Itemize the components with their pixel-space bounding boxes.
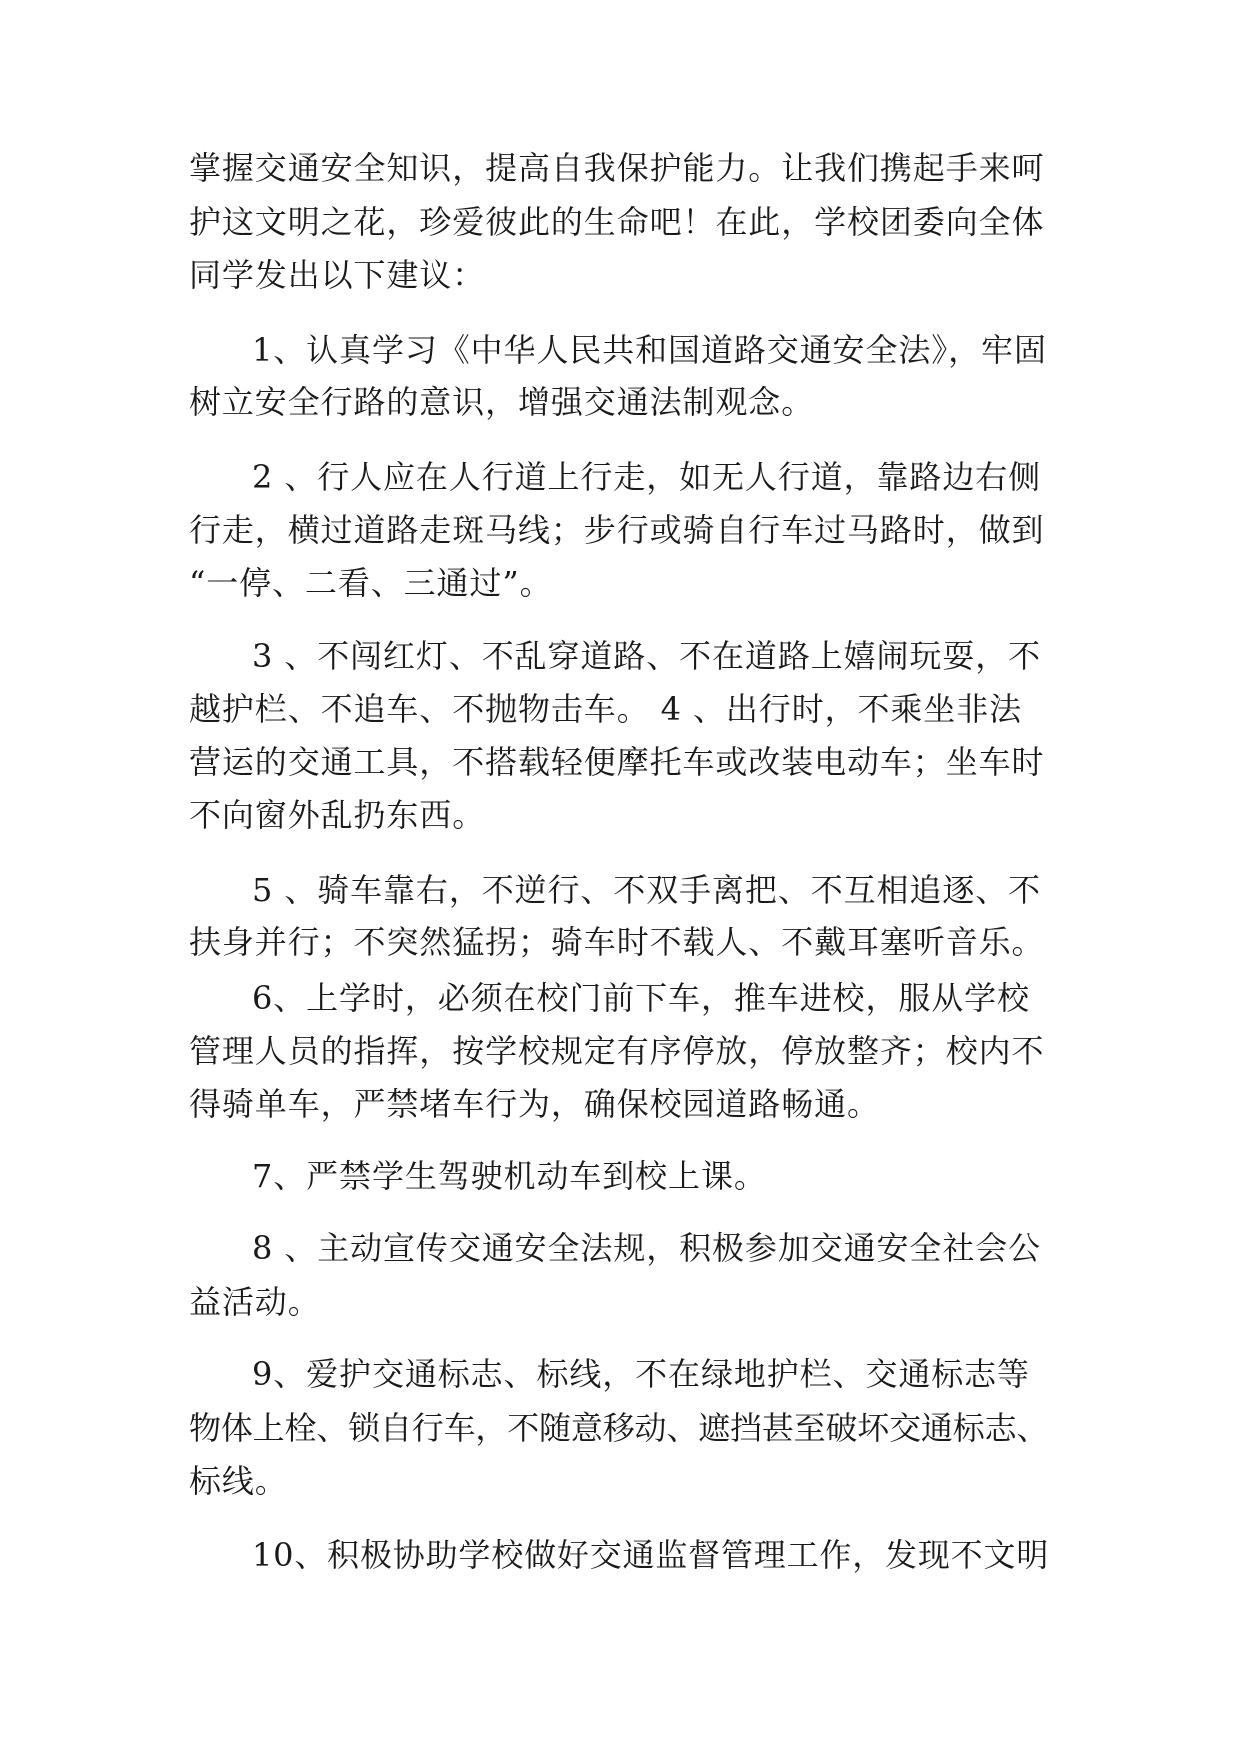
text-line: 树立安全行路的意识，增强交通法制观念。 [189,383,815,421]
text-line: 管理人员的指挥，按学校规定有序停放，停放整齐；校内不 [189,1032,1045,1070]
text-line: 益活动。 [189,1283,321,1321]
text-line: 7、严禁学生驾驶机动车到校上课。 [252,1157,767,1195]
text-line: 10、积极协助学校做好交通监督管理工作，发现不文明 [252,1536,1050,1574]
text-line: 6、上学时，必须在校门前下车，推车进校，服从学校 [252,979,1030,1017]
text-line: “一停、二看、三通过”。 [189,564,553,602]
text-line: 物体上栓、锁自行车，不随意移动、遮挡甚至破坏交通标志、 [189,1409,1049,1447]
text-line: 1、认真学习《中华人民共和国道路交通安全法》，牢固 [252,331,1047,369]
text-line: 3 、不闯红灯、不乱穿道路、不在道路上嬉闹玩耍，不 [252,637,1042,675]
text-line: 掌握交通安全知识，提高自我保护能力。让我们携起手来呵 [189,149,1045,187]
text-line: 8 、主动宣传交通安全法规，积极参加交通安全社会公 [252,1229,1042,1267]
text-line: 营运的交通工具，不搭载轻便摩托车或改装电动车；坐车时 [189,743,1045,781]
text-line: 越护栏、不追车、不抛物击车。 4 、出行时，不乘坐非法 [189,690,1023,728]
text-line: 护这文明之花，珍爱彼此的生命吧！在此，学校团委向全体 [189,203,1045,241]
text-line: 行走，横过道路走斑马线；步行或骑自行车过马路时，做到 [189,511,1045,549]
text-line: 9、爱护交通标志、标线，不在绿地护栏、交通标志等 [252,1355,1030,1393]
text-line: 得骑单车，严禁堵车行为，确保校园道路畅通。 [189,1085,880,1123]
text-line: 标线。 [189,1462,288,1500]
text-line: 扶身并行；不突然猛拐；骑车时不载人、不戴耳塞听音乐。 [189,923,1045,961]
text-line: 不向窗外乱扔东西。 [189,796,486,834]
text-line: 同学发出以下建议： [189,256,486,294]
text-line: 5 、骑车靠右，不逆行、不双手离把、不互相追逐、不 [252,871,1042,909]
text-line: 2 、行人应在人行道上行走，如无人行道，靠路边右侧 [252,458,1042,496]
